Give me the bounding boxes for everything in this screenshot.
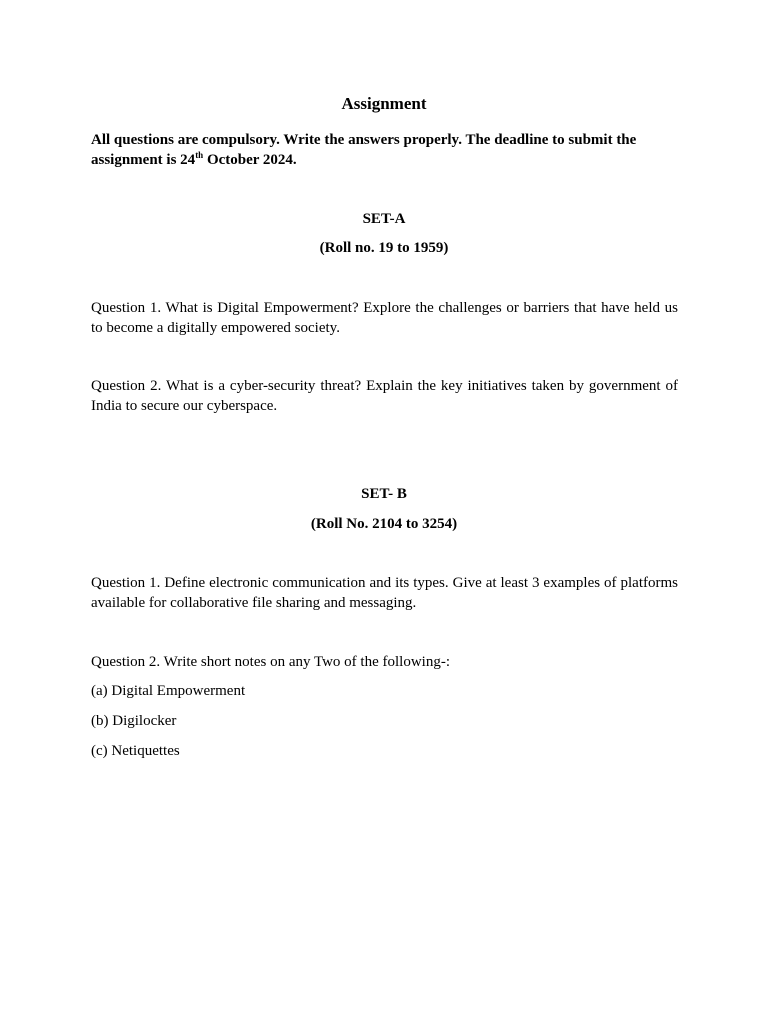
option-b: (b) Digilocker xyxy=(91,713,177,729)
set-b-roll-range: (Roll No. 2104 to 3254) xyxy=(310,516,458,532)
instructions xyxy=(91,131,681,170)
set-a-roll-range: (Roll no. 19 to 1959) xyxy=(319,240,449,256)
option-c: (c) Netiquettes xyxy=(91,743,180,759)
instructions-date-suffix: October 2024. xyxy=(203,151,297,168)
instructions-text: All questions are compulsory. Write the answers properly. The deadline to submit the assignment is 24 xyxy=(91,132,637,168)
set-b-heading: SET- B xyxy=(361,486,407,502)
set-b-question-1: Question 1. Define electronic communication and its types. Give at least 3 examples of platforms available for collaborative file sharing and messaging. xyxy=(91,575,678,611)
set-a-question-2: Question 2. What is a cyber-security threat? Explain the key initiatives taken by government of India to secure our cyberspace. xyxy=(91,378,678,414)
instructions-superscript: th xyxy=(195,149,204,160)
option-a: (a) Digital Empowerment xyxy=(91,683,246,699)
document-title: Assignment xyxy=(341,94,427,113)
set-a-heading: SET-A xyxy=(362,211,406,227)
set-a-question-1: Question 1. What is Digital Empowerment? Explore the challenges or barriers that have held us to become a digitally empowered society. xyxy=(91,300,678,336)
set-b-question-2: Question 2. Write short notes on any Two of the following-: xyxy=(91,654,450,670)
